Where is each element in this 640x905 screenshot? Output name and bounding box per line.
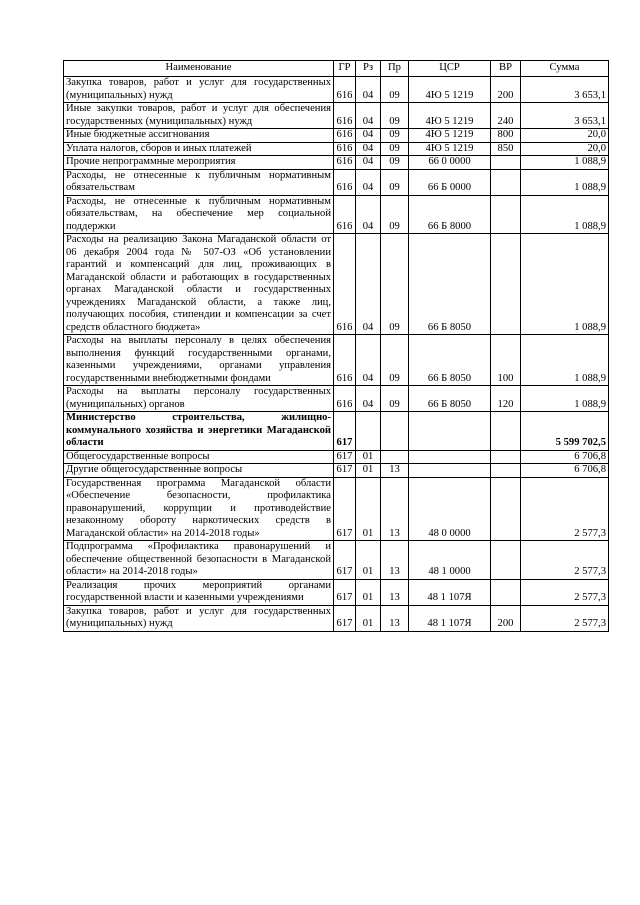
- cell-gr: 616: [334, 335, 356, 386]
- cell-csr: 66 Б 0000: [409, 169, 491, 195]
- cell-name: Уплата налогов, сборов и иных платежей: [64, 142, 334, 156]
- table-row: [64, 129, 609, 143]
- table-row: [64, 477, 609, 541]
- cell-csr: 4Ю 5 1219: [409, 129, 491, 143]
- cell-rz: [356, 412, 381, 451]
- cell-sum: 6 706,8: [521, 464, 609, 478]
- cell-sum: 5 599 702,5: [521, 412, 609, 451]
- cell-vr: 100: [491, 335, 521, 386]
- cell-pr: 09: [381, 129, 409, 143]
- cell-name: Закупка товаров, работ и услуг для государственных (муниципальных) нужд: [64, 605, 334, 631]
- cell-gr: 617: [334, 450, 356, 464]
- cell-csr: 4Ю 5 1219: [409, 103, 491, 129]
- cell-name: Государственная программа Магаданской области «Обеспечение безопасности, профилактика правонарушений, коррупции и противодействие незаконному обороту наркотических средств в Магаданской области» на 2014-2018 годы»: [64, 477, 334, 541]
- cell-csr: 4Ю 5 1219: [409, 77, 491, 103]
- cell-gr: 616: [334, 156, 356, 170]
- cell-csr: 66 0 0000: [409, 156, 491, 170]
- cell-rz: 04: [356, 195, 381, 234]
- cell-rz: 04: [356, 234, 381, 335]
- cell-sum: 2 577,3: [521, 541, 609, 580]
- cell-rz: 04: [356, 77, 381, 103]
- cell-pr: 13: [381, 541, 409, 580]
- cell-csr: 66 Б 8050: [409, 386, 491, 412]
- cell-rz: 04: [356, 103, 381, 129]
- table-row: [64, 169, 609, 195]
- cell-sum: 1 088,9: [521, 195, 609, 234]
- cell-pr: 09: [381, 386, 409, 412]
- table-row: [64, 464, 609, 478]
- table-row: [64, 579, 609, 605]
- cell-csr: [409, 464, 491, 478]
- col-header-gr: ГР: [334, 61, 356, 77]
- cell-rz: 04: [356, 129, 381, 143]
- cell-rz: 04: [356, 335, 381, 386]
- cell-gr: 616: [334, 169, 356, 195]
- table-row: [64, 335, 609, 386]
- table-header-row: [64, 61, 609, 77]
- table-row: [64, 103, 609, 129]
- cell-gr: 617: [334, 541, 356, 580]
- cell-pr: 13: [381, 605, 409, 631]
- cell-vr: [491, 579, 521, 605]
- cell-pr: 13: [381, 477, 409, 541]
- cell-gr: 616: [334, 234, 356, 335]
- cell-name: Прочие непрограммные мероприятия: [64, 156, 334, 170]
- cell-gr: 616: [334, 195, 356, 234]
- cell-pr: 09: [381, 195, 409, 234]
- col-header-sum: Сумма: [521, 61, 609, 77]
- cell-sum: 6 706,8: [521, 450, 609, 464]
- cell-pr: 09: [381, 169, 409, 195]
- cell-vr: 800: [491, 129, 521, 143]
- cell-gr: 617: [334, 477, 356, 541]
- cell-csr: 66 Б 8000: [409, 195, 491, 234]
- cell-csr: 48 0 0000: [409, 477, 491, 541]
- cell-csr: 4Ю 5 1219: [409, 142, 491, 156]
- cell-sum: 20,0: [521, 129, 609, 143]
- cell-name: Подпрограмма «Профилактика правонарушений и обеспечение общественной безопасности в Магаданской области» на 2014-2018 годы»: [64, 541, 334, 580]
- cell-vr: 200: [491, 605, 521, 631]
- cell-vr: [491, 169, 521, 195]
- cell-sum: 1 088,9: [521, 156, 609, 170]
- cell-gr: 617: [334, 412, 356, 451]
- cell-vr: 850: [491, 142, 521, 156]
- cell-name: Закупка товаров, работ и услуг для государственных (муниципальных) нужд: [64, 77, 334, 103]
- cell-gr: 617: [334, 579, 356, 605]
- cell-vr: [491, 234, 521, 335]
- table-row: [64, 195, 609, 234]
- cell-sum: 3 653,1: [521, 103, 609, 129]
- col-header-pr: Пр: [381, 61, 409, 77]
- cell-gr: 616: [334, 77, 356, 103]
- cell-sum: 20,0: [521, 142, 609, 156]
- cell-name: Расходы, не отнесенные к публичным нормативным обязательствам, на обеспечение мер социальной поддержки: [64, 195, 334, 234]
- cell-name: Расходы на выплаты персоналу государственных (муниципальных) органов: [64, 386, 334, 412]
- cell-csr: 66 Б 8050: [409, 335, 491, 386]
- cell-sum: 3 653,1: [521, 77, 609, 103]
- cell-csr: 66 Б 8050: [409, 234, 491, 335]
- cell-pr: [381, 412, 409, 451]
- cell-sum: 2 577,3: [521, 605, 609, 631]
- cell-gr: 616: [334, 103, 356, 129]
- col-header-csr: ЦСР: [409, 61, 491, 77]
- col-header-vr: ВР: [491, 61, 521, 77]
- cell-name: Расходы, не отнесенные к публичным нормативным обязательствам: [64, 169, 334, 195]
- cell-rz: 01: [356, 450, 381, 464]
- cell-csr: 48 1 107Я: [409, 605, 491, 631]
- cell-name: Расходы на выплаты персоналу в целях обеспечения выполнения функций государственными органами, казенными учреждениями, органами управления государственными внебюджетными фондами: [64, 335, 334, 386]
- cell-rz: 04: [356, 142, 381, 156]
- cell-pr: 09: [381, 77, 409, 103]
- cell-csr: 48 1 0000: [409, 541, 491, 580]
- cell-pr: 13: [381, 464, 409, 478]
- cell-gr: 617: [334, 464, 356, 478]
- cell-name: Иные закупки товаров, работ и услуг для обеспечения государственных (муниципальных) нужд: [64, 103, 334, 129]
- cell-name: Министерство строительства, жилищно-коммунального хозяйства и энергетики Магаданской области: [64, 412, 334, 451]
- table-row: [64, 234, 609, 335]
- cell-pr: 13: [381, 579, 409, 605]
- table-row: [64, 386, 609, 412]
- cell-csr: 48 1 107Я: [409, 579, 491, 605]
- cell-name: Другие общегосударственные вопросы: [64, 464, 334, 478]
- cell-name: Реализация прочих мероприятий органами государственной власти и казенными учреждениями: [64, 579, 334, 605]
- col-header-name: Наименование: [64, 61, 334, 77]
- table-row: [64, 412, 609, 451]
- cell-sum: 1 088,9: [521, 169, 609, 195]
- cell-csr: [409, 412, 491, 451]
- table-body: [64, 77, 609, 632]
- cell-pr: 09: [381, 103, 409, 129]
- cell-vr: [491, 477, 521, 541]
- cell-pr: 09: [381, 234, 409, 335]
- cell-vr: [491, 450, 521, 464]
- cell-sum: 1 088,9: [521, 234, 609, 335]
- cell-gr: 616: [334, 129, 356, 143]
- cell-name: Расходы на реализацию Закона Магаданской области от 06 декабря 2004 года № 507-ОЗ «Об установлении гарантий и компенсаций для лиц, проживающих в Магаданской области и работающих в государственных органах Магаданской области и государственных учреждениях Магаданской области, а также лиц, получающих пособия, стипендии и компенсации за счет средств областного бюджета»: [64, 234, 334, 335]
- cell-pr: [381, 450, 409, 464]
- cell-pr: 09: [381, 335, 409, 386]
- table-row: [64, 142, 609, 156]
- table-row: [64, 605, 609, 631]
- cell-vr: [491, 541, 521, 580]
- cell-sum: 1 088,9: [521, 335, 609, 386]
- cell-rz: 04: [356, 386, 381, 412]
- cell-name: Иные бюджетные ассигнования: [64, 129, 334, 143]
- table-row: [64, 156, 609, 170]
- cell-rz: 01: [356, 541, 381, 580]
- budget-table: [63, 60, 609, 632]
- cell-gr: 617: [334, 605, 356, 631]
- cell-sum: 2 577,3: [521, 579, 609, 605]
- cell-vr: [491, 195, 521, 234]
- cell-pr: 09: [381, 142, 409, 156]
- cell-name: Общегосударственные вопросы: [64, 450, 334, 464]
- cell-rz: 01: [356, 579, 381, 605]
- cell-gr: 616: [334, 142, 356, 156]
- cell-rz: 04: [356, 169, 381, 195]
- table-row: [64, 450, 609, 464]
- cell-rz: 01: [356, 605, 381, 631]
- cell-vr: 120: [491, 386, 521, 412]
- cell-rz: 04: [356, 156, 381, 170]
- cell-rz: 01: [356, 464, 381, 478]
- cell-vr: [491, 464, 521, 478]
- table-row: [64, 77, 609, 103]
- cell-gr: 616: [334, 386, 356, 412]
- cell-csr: [409, 450, 491, 464]
- cell-rz: 01: [356, 477, 381, 541]
- cell-sum: 2 577,3: [521, 477, 609, 541]
- col-header-rz: Рз: [356, 61, 381, 77]
- table-row: [64, 541, 609, 580]
- cell-sum: 1 088,9: [521, 386, 609, 412]
- cell-pr: 09: [381, 156, 409, 170]
- cell-vr: [491, 412, 521, 451]
- cell-vr: 200: [491, 77, 521, 103]
- cell-vr: 240: [491, 103, 521, 129]
- cell-vr: [491, 156, 521, 170]
